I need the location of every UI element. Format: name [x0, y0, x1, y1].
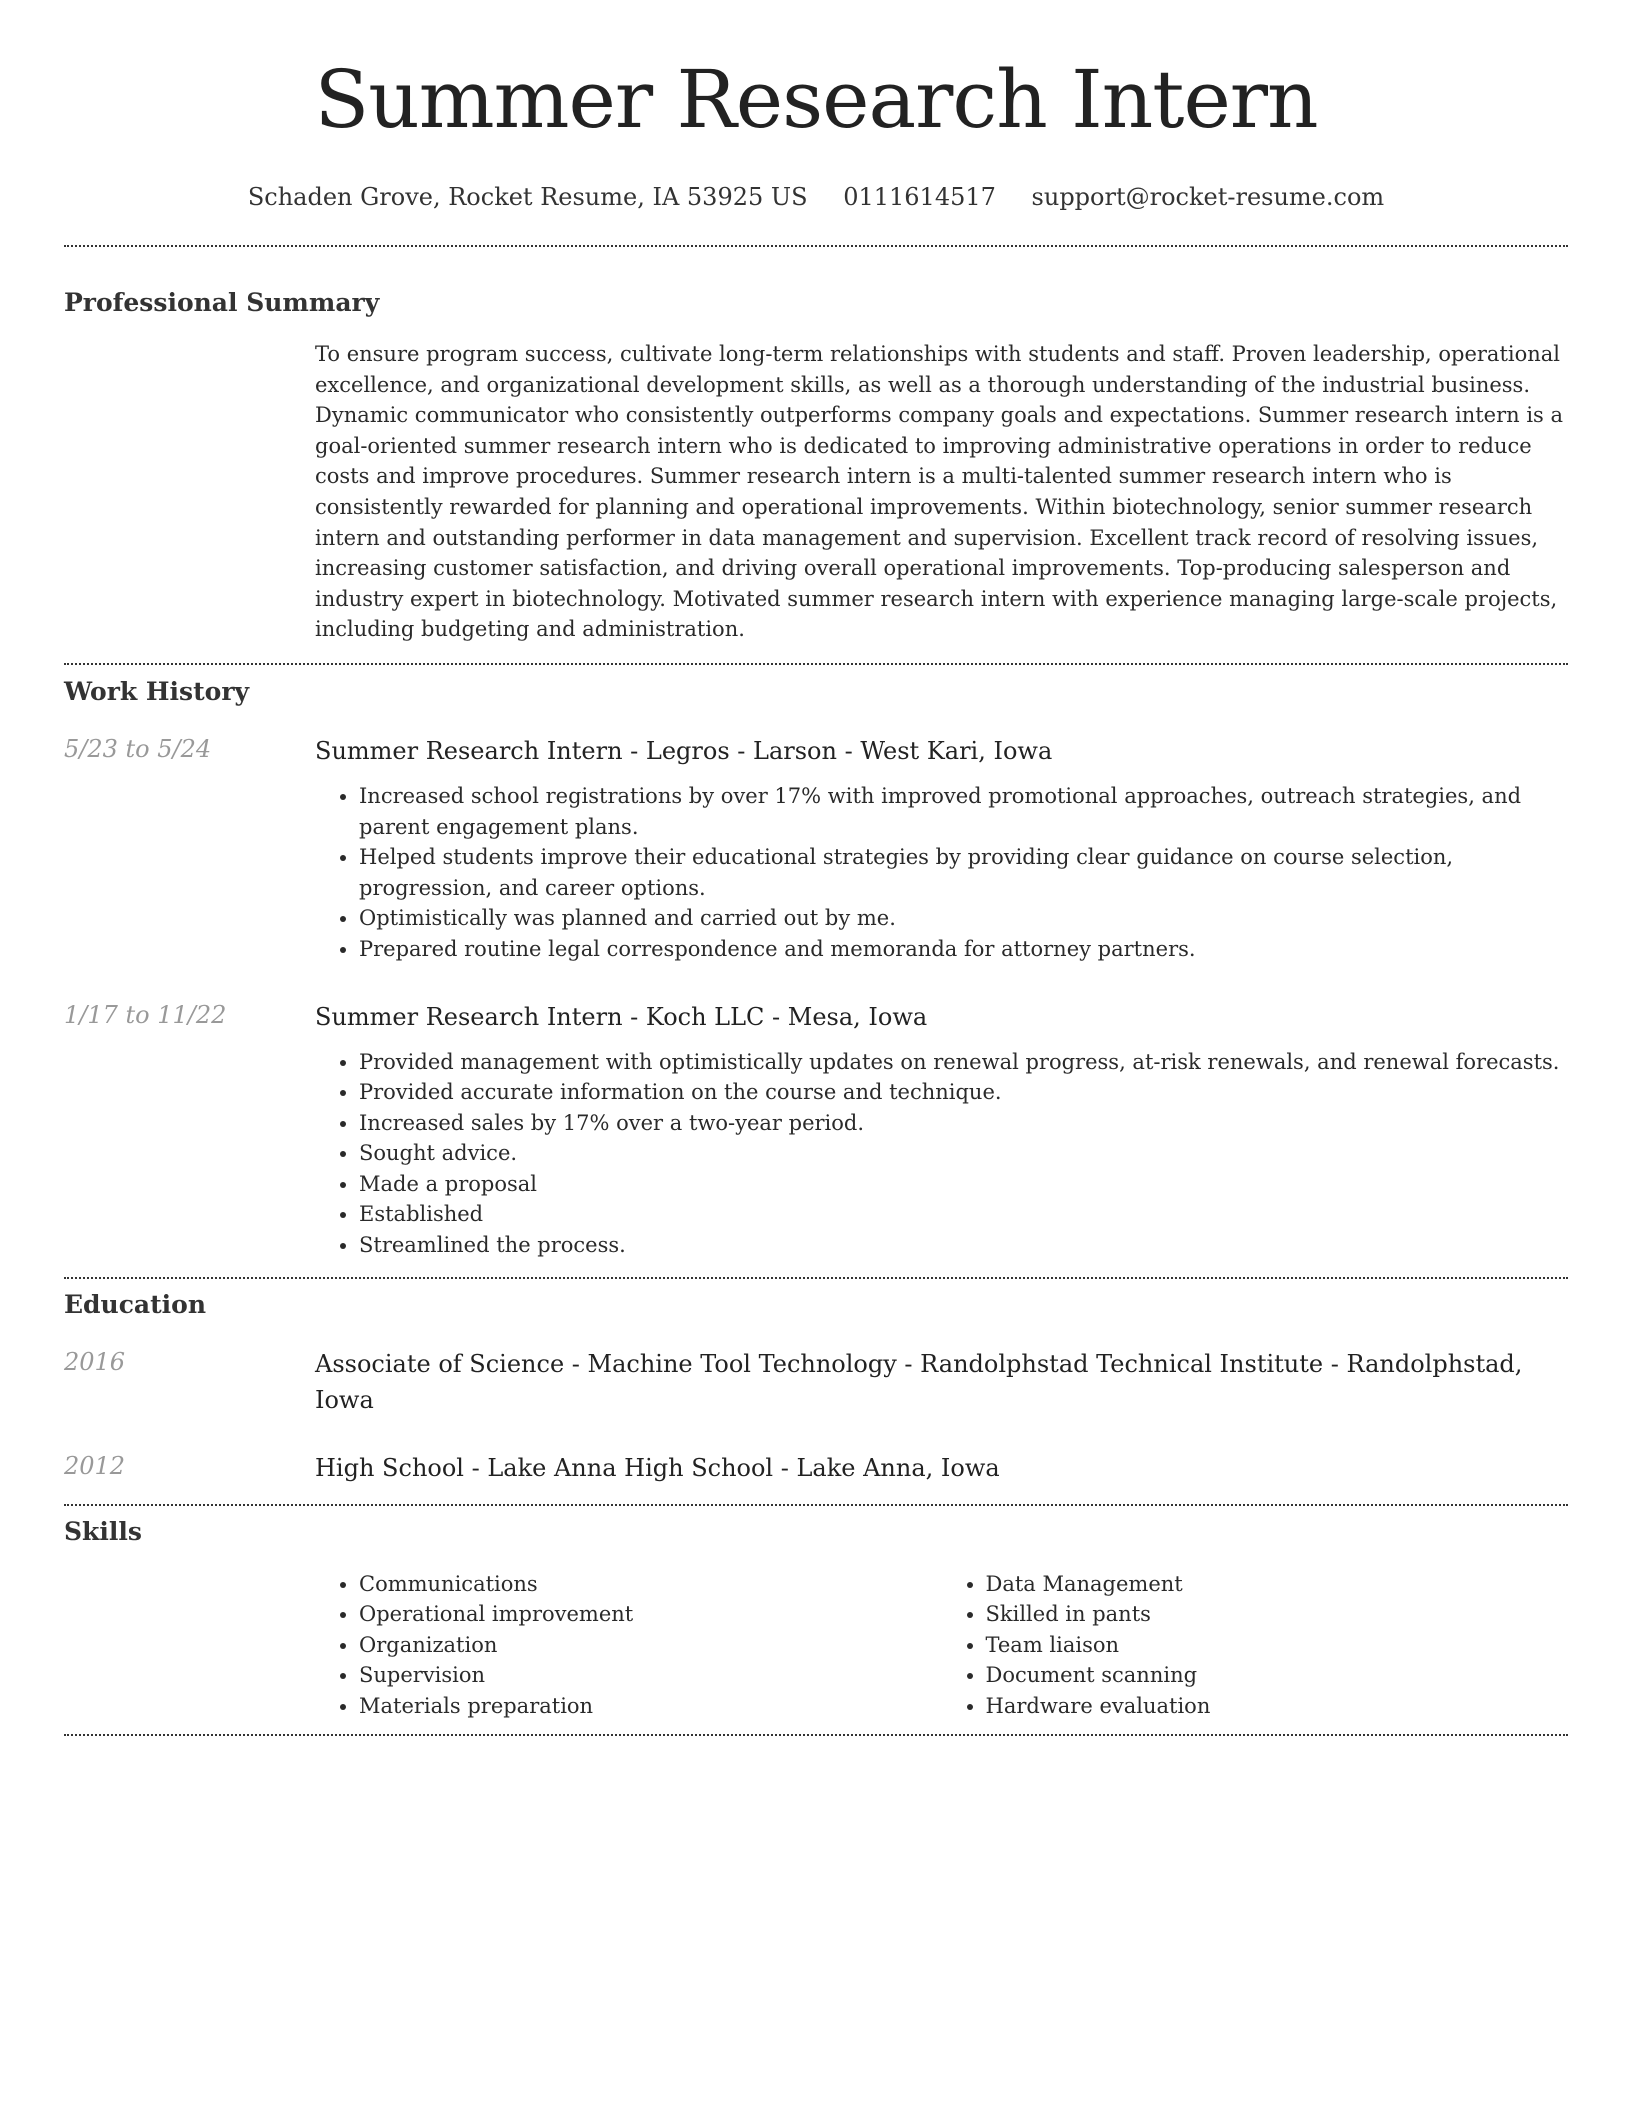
skill-item: • Document scanning	[986, 1660, 1569, 1691]
skills-list-right	[942, 1569, 1569, 1722]
section-title-work: Work History	[64, 676, 250, 706]
job-entry	[64, 999, 1568, 1261]
divider	[64, 1504, 1568, 1506]
job-bullet: • Optimistically was planned and carried out by me.	[359, 903, 1568, 934]
skill-item: • Communications	[359, 1569, 942, 1600]
education-year: 2016	[64, 1347, 126, 1376]
skill-item: • Materials preparation	[359, 1691, 942, 1722]
skill-item: • Hardware evaluation	[986, 1691, 1569, 1722]
divider	[64, 245, 1568, 247]
contact-address: Schaden Grove, Rocket Resume, IA 53925 US	[247, 183, 808, 211]
job-bullet: • Prepared routine legal correspondence and memoranda for attorney partners.	[359, 934, 1568, 965]
job-bullet: • Provided management with optimistically updates on renewal progress, at-risk renewals, and renewal forecasts.	[359, 1047, 1568, 1078]
job-heading: Summer Research Intern - Legros - Larson - West Kari, Iowa	[315, 736, 1053, 765]
job-bullet: • Made a proposal	[359, 1169, 1568, 1200]
skill-item: • Data Management	[986, 1569, 1569, 1600]
skill-item: • Supervision	[359, 1660, 942, 1691]
job-bullet: • Established	[359, 1199, 1568, 1230]
work-section	[64, 677, 1568, 1261]
skill-item: • Skilled in pants	[986, 1599, 1569, 1630]
section-title-education: Education	[64, 1289, 207, 1319]
skill-item: • Team liaison	[986, 1630, 1569, 1661]
job-dates: 1/17 to 11/22	[64, 1000, 227, 1029]
education-section	[64, 1290, 1568, 1486]
divider	[64, 663, 1568, 665]
job-bullet: • Sought advice.	[359, 1138, 1568, 1169]
job-bullets	[315, 1047, 1568, 1261]
resume-page	[64, 0, 1568, 1736]
job-bullet: • Increased school registrations by over 17% with improved promotional approaches, outreach strategies, and parent engagement plans.	[359, 781, 1568, 842]
section-title-skills: Skills	[64, 1516, 142, 1546]
skill-item: • Operational improvement	[359, 1599, 942, 1630]
divider	[64, 1277, 1568, 1279]
summary-text: To ensure program success, cultivate long-term relationships with students and staff. Proven leadership, operational excellence, and organizational development skills, as well as a thorough understanding of the industrial business. Dynamic communicator who consistently outperforms company goals and expectations. Summer research intern is a goal-oriented summer research intern who is dedicated to improving administrative operations in order to reduce costs and improve procedures. Summer research intern is a multi-talented summer research intern who is consistently rewarded for planning and operational improvements. Within biotechnology, senior summer research intern and outstanding performer in data management and supervision. Excellent track record of resolving issues, increasing customer satisfaction, and driving overall operational improvements. Top-producing salesperson and industry expert in biotechnology. Motivated summer research intern with experience managing large-scale projects, including budgeting and administration.	[315, 342, 1564, 642]
education-heading: High School - Lake Anna High School - Lake Anna, Iowa	[315, 1453, 1000, 1482]
skills-spacer	[64, 1569, 315, 1722]
education-year: 2012	[64, 1451, 126, 1480]
summary-section	[64, 288, 1568, 645]
education-entry	[64, 1450, 1568, 1486]
job-entry	[64, 733, 1568, 965]
skills-section	[64, 1517, 1568, 1722]
summary-spacer	[64, 339, 315, 645]
candidate-name: Summer Research Intern	[314, 53, 1318, 146]
job-bullet: • Streamlined the process.	[359, 1230, 1568, 1261]
job-heading: Summer Research Intern - Koch LLC - Mesa, Iowa	[315, 1002, 928, 1031]
contact-email: support@rocket-resume.com	[1031, 183, 1385, 211]
contact-line	[64, 182, 1568, 212]
job-bullet: • Helped students improve their educational strategies by providing clear guidance on course selection, progression, and career options.	[359, 842, 1568, 903]
job-bullet: • Increased sales by 17% over a two-year period.	[359, 1108, 1568, 1139]
job-bullets	[315, 781, 1568, 965]
section-title-summary: Professional Summary	[64, 288, 380, 317]
job-bullet: • Provided accurate information on the course and technique.	[359, 1077, 1568, 1108]
divider	[64, 1734, 1568, 1736]
contact-phone: 0111614517	[843, 183, 996, 211]
education-entry	[64, 1346, 1568, 1418]
education-heading: Associate of Science - Machine Tool Technology - Randolphstad Technical Institute - Randolphstad, Iowa	[315, 1349, 1523, 1414]
skill-item: • Organization	[359, 1630, 942, 1661]
skills-list-left	[315, 1569, 942, 1722]
job-dates: 5/23 to 5/24	[64, 734, 212, 763]
